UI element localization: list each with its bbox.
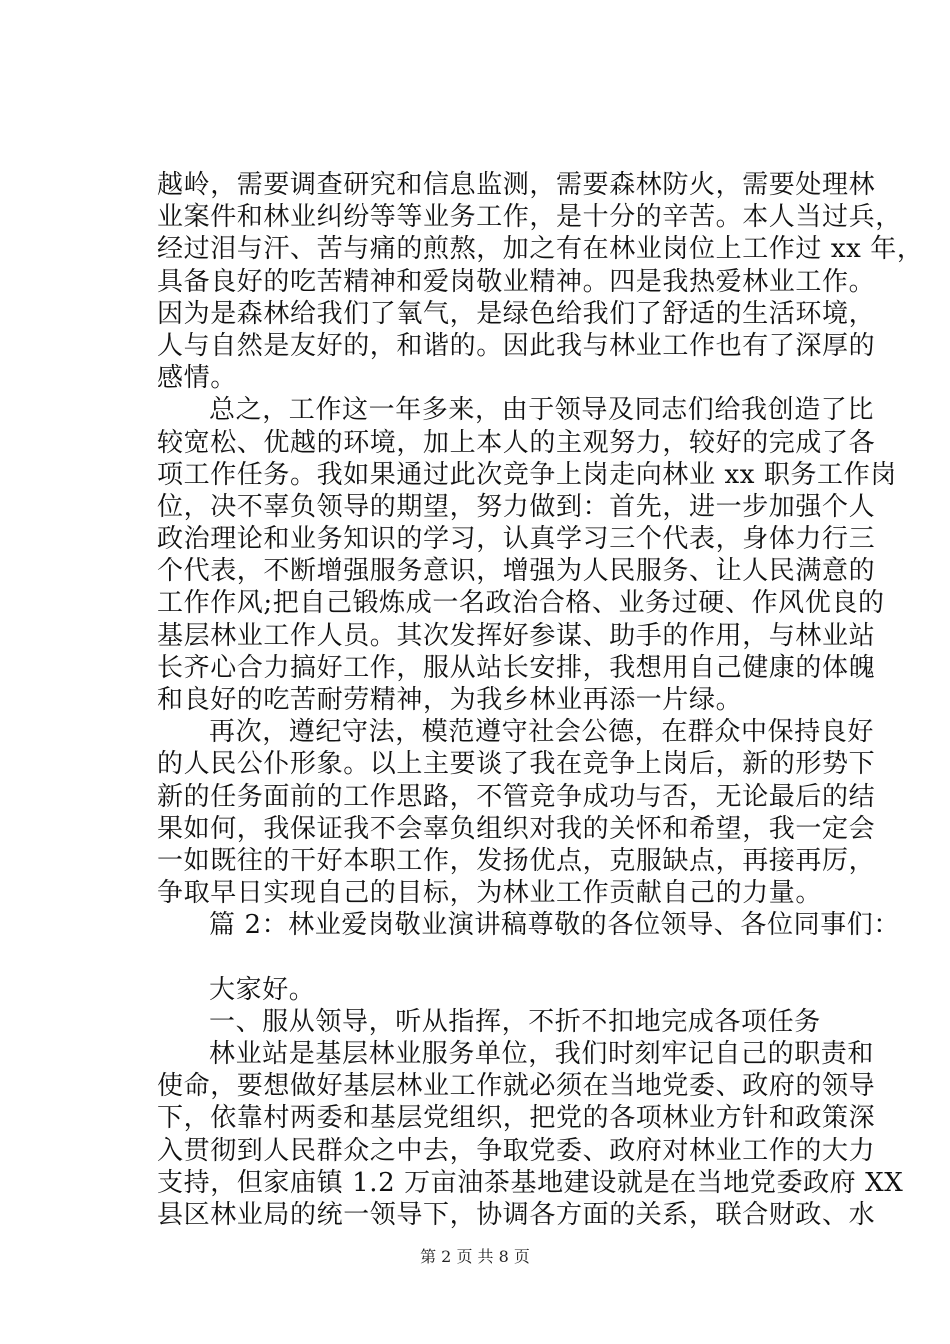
paragraph-start-line: 林业站是基层林业服务单位，我们时刻牢记自己的职责和 xyxy=(209,1039,875,1070)
greeting-line: 大家好。 xyxy=(209,974,316,1005)
text-line: 的人民公仆形象。以上主要谈了我在竞争上岗后，新的形势下 xyxy=(157,749,876,780)
document-body xyxy=(157,169,924,1231)
text-line: 经过泪与汗、苦与痛的煎熬，加之有在林业岗位上工作过 xx 年， xyxy=(157,234,924,265)
text-line: 使命，要想做好基层林业工作就必须在当地党委、政府的领导 xyxy=(157,1071,876,1102)
text-line: 工作作风;把自己锻炼成一名政治合格、业务过硬、作风优良的 xyxy=(157,588,885,619)
paragraph-start-line: 总之，工作这一年多来，由于领导及同志们给我创造了比 xyxy=(209,395,875,426)
text-line: 和良好的吃苦耐劳精神，为我乡林业再添一片绿。 xyxy=(157,685,743,715)
text-line: 个代表，不断增强服务意识，增强为人民服务、让人民满意的 xyxy=(157,556,876,587)
text-line: 业案件和林业纠纷等等业务工作，是十分的辛苦。本人当过兵， xyxy=(157,202,902,233)
text-line: 越岭，需要调查研究和信息监测，需要森林防火，需要处理林 xyxy=(157,170,876,200)
text-line: 下，依靠村两委和基层党组织，把党的各项林业方针和政策深 xyxy=(157,1103,876,1134)
page-number-footer: 第 2 页 共 8 页 xyxy=(420,1247,530,1266)
text-line: 一如既往的干好本职工作，发扬优点，克服缺点，再接再厉， xyxy=(157,845,876,876)
text-line: 基层林业工作人员。其次发挥好参谋、助手的作用，与林业站 xyxy=(157,620,876,651)
text-line: 支持，但家庙镇 1.2 万亩油茶基地建设就是在当地党委政府 XX xyxy=(157,1167,904,1198)
text-line: 果如何，我保证我不会辜负组织对我的关怀和希望，我一定会 xyxy=(157,813,876,844)
text-line: 较宽松、优越的环境，加上本人的主观努力，较好的完成了各 xyxy=(157,427,876,458)
text-line: 县区林业局的统一领导下，协调各方面的关系，联合财政、水 xyxy=(157,1200,876,1230)
section-heading: 篇 2：林业爱岗敬业演讲稿尊敬的各位领导、各位同事们： xyxy=(209,910,901,941)
text-line: 政治理论和业务知识的学习，认真学习三个代表，身体力行三 xyxy=(157,524,876,555)
text-line: 项工作任务。我如果通过此次竞争上岗走向林业 xx 职务工作岗 xyxy=(157,459,897,490)
text-line: 长齐心合力搞好工作，服从站长安排，我想用自己健康的体魄 xyxy=(157,652,876,683)
blank-line xyxy=(157,942,847,974)
text-line: 感情。 xyxy=(157,363,237,394)
text-line: 因为是森林给我们了氧气，是绿色给我们了舒适的生活环境， xyxy=(157,298,876,329)
paragraph-start-line: 再次，遵纪守法，模范遵守社会公德，在群众中保持良好 xyxy=(209,717,875,748)
text-line: 人与自然是友好的，和谐的。因此我与林业工作也有了深厚的 xyxy=(157,330,876,361)
text-line: 具备良好的吃苦精神和爱岗敬业精神。四是我热爱林业工作。 xyxy=(157,266,876,297)
text-line: 新的任务面前的工作思路，不管竞争成功与否，无论最后的结 xyxy=(157,781,876,812)
text-line: 位，决不辜负领导的期望，努力做到：首先，进一步加强个人 xyxy=(157,491,876,522)
text-line: 争取早日实现自己的目标，为林业工作贡献自己的力量。 xyxy=(157,878,823,909)
subsection-heading: 一、服从领导，听从指挥，不折不扣地完成各项任务 xyxy=(209,1006,821,1037)
text-line: 入贯彻到人民群众之中去，争取党委、政府对林业工作的大力 xyxy=(157,1135,876,1166)
